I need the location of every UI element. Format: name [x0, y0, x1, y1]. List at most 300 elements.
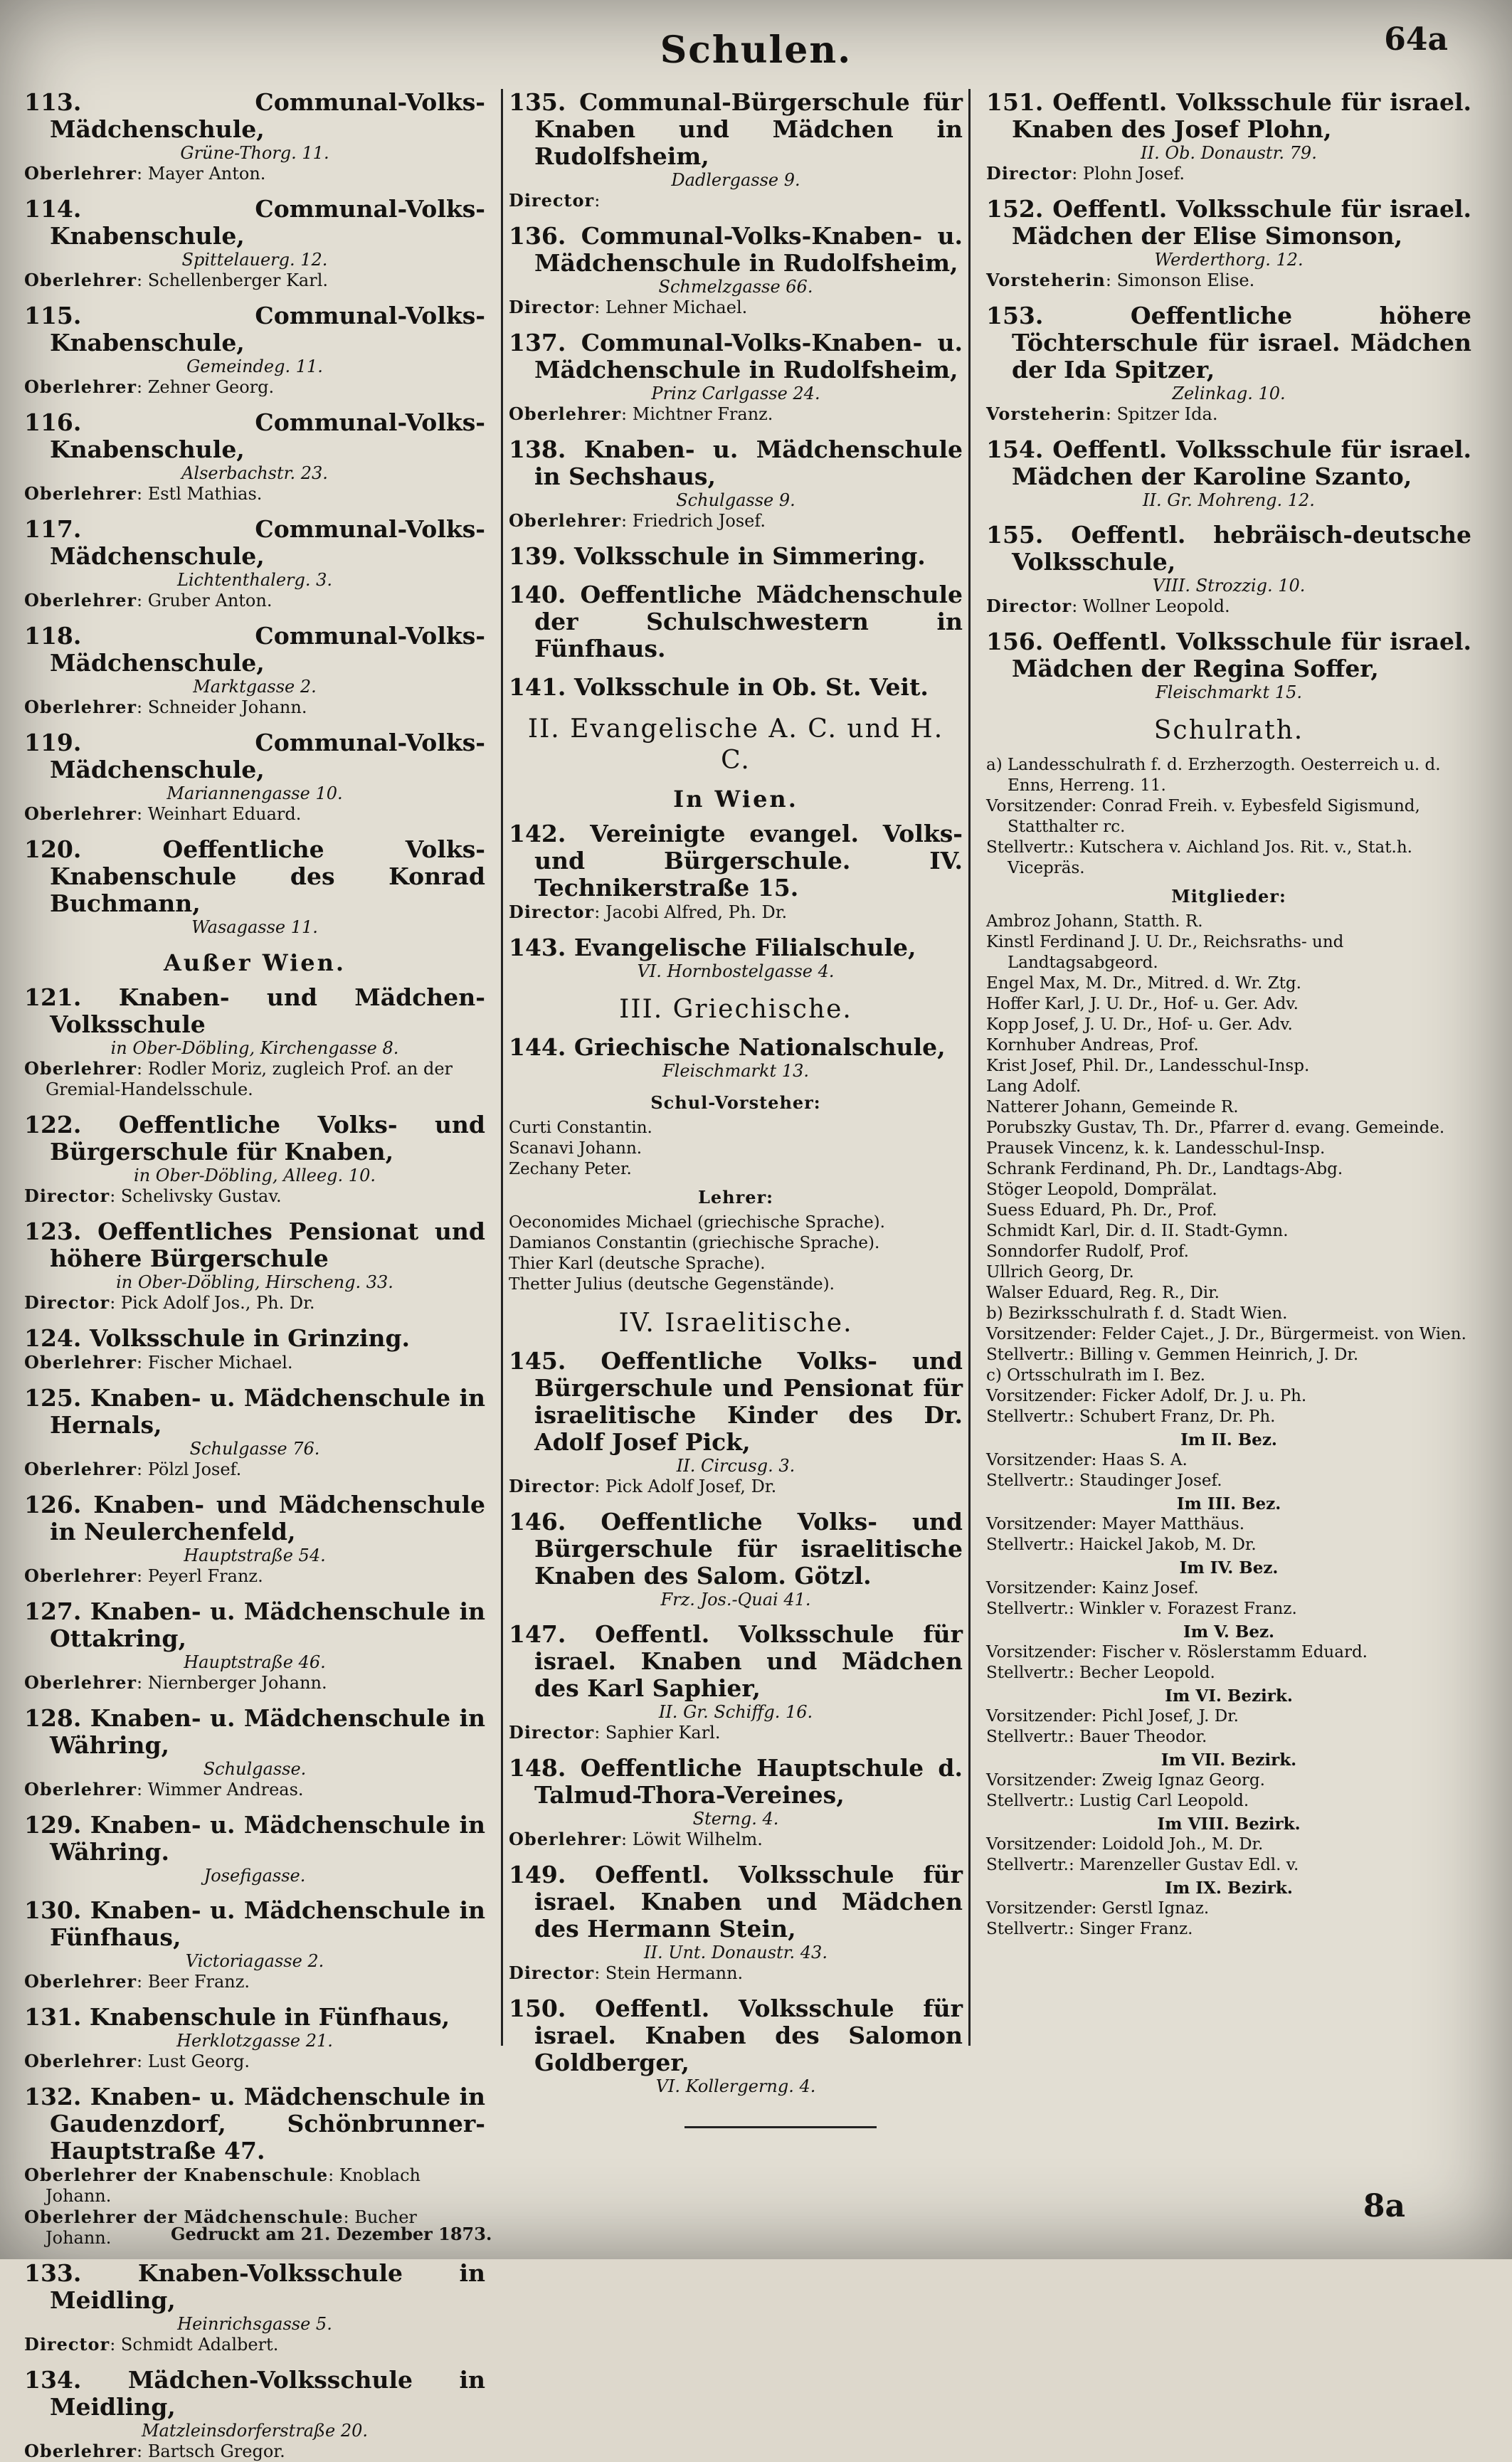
school-address: II. Unt. Donaustr. 43. [644, 1943, 828, 1962]
text-line: Stellvertr.: Kutschera v. Aichland Jos. Rit. v., Stat.h. Vicepräs. [986, 838, 1412, 877]
text-line: b) Bezirksschulrath f. d. Stadt Wien. [986, 1304, 1288, 1323]
school-title: 148. Oeffentliche Hauptschule d. Talmud-Thora-Vereines, [509, 1754, 963, 1809]
text-line: Vorsitzender: Zweig Ignaz Georg. [986, 1771, 1265, 1790]
text-line: Vorsitzender: Kainz Josef. [986, 1579, 1199, 1597]
section-subheading: Außer Wien. [163, 949, 347, 976]
school-entry [509, 329, 963, 425]
school-address: Lichtenthalerg. 3. [176, 570, 333, 590]
text-line: Vorsitzender: Mayer Matthäus. [986, 1515, 1245, 1533]
staff-separator: : [137, 377, 148, 397]
staff-name: Gruber Anton. [147, 591, 273, 611]
staff-separator: : [137, 804, 148, 824]
school-address: Schulgasse. [203, 1759, 307, 1779]
district-heading: Im VIII. Bezirk. [1157, 1814, 1301, 1834]
district-heading: Im VI. Bezirk. [1165, 1686, 1293, 1706]
school-title: 113. Communal-Volks-Mädchenschule, [24, 88, 485, 143]
staff-line [986, 403, 1471, 425]
staff-separator: : [137, 484, 148, 504]
staff-role: Oberlehrer [24, 1459, 137, 1479]
staff-name: Bucher Johann. [46, 2207, 417, 2248]
staff-separator: : [1072, 164, 1083, 184]
staff-name: Schmidt Adalbert. [120, 2335, 279, 2355]
text-line: Prausek Vincenz, k. k. Landesschul-Insp. [986, 1139, 1326, 1158]
school-entry [24, 409, 485, 504]
school-address: Matzleinsdorferstraße 20. [141, 2421, 369, 2441]
staff-line [509, 190, 963, 211]
text-line: Damianos Constantin (griechische Sprache). [509, 1234, 880, 1252]
staff-line [509, 902, 963, 923]
staff-name: Lust Georg. [147, 2051, 250, 2071]
text-line: Lang Adolf. [986, 1077, 1082, 1096]
staff-separator: : [594, 191, 601, 211]
staff-name: Niernberger Johann. [147, 1673, 327, 1693]
staff-name: Stein Hermann. [605, 1963, 744, 1983]
school-title: 126. Knaben- und Mädchenschule in Neulerchenfeld, [24, 1491, 485, 1546]
staff-separator: : [1105, 404, 1117, 424]
text-line: Sonndorfer Rudolf, Prof. [986, 1242, 1189, 1261]
column-middle [501, 88, 971, 2096]
school-address: II. Gr. Mohreng. 12. [1143, 490, 1315, 510]
school-entry [24, 1218, 485, 1314]
staff-name: Mayer Anton. [147, 164, 266, 184]
section-heading: Schulrath. [1153, 716, 1304, 745]
staff-line [24, 376, 485, 398]
school-address: Marktgasse 2. [193, 677, 317, 697]
school-address: in Ober-Döbling, Alleeg. 10. [134, 1166, 376, 1185]
school-entry [24, 89, 485, 184]
staff-role: Oberlehrer [509, 510, 621, 531]
staff-separator: : [110, 1186, 121, 1206]
staff-line [24, 1779, 485, 1800]
staff-role: Oberlehrer [24, 270, 137, 290]
school-entry [986, 196, 1471, 291]
staff-separator: : [343, 2207, 355, 2227]
school-entry [509, 1755, 963, 1850]
staff-role: Director [509, 1722, 595, 1743]
staff-line [24, 2441, 485, 2462]
school-title: 123. Oeffentliches Pensionat und höhere Bürgerschule [24, 1217, 485, 1272]
staff-role: Oberlehrer [24, 1058, 137, 1079]
staff-name: Schneider Johann. [147, 697, 307, 717]
staff-role: Oberlehrer [24, 590, 137, 611]
school-address: Alserbachstr. 23. [181, 463, 328, 483]
staff-name: Spitzer Ida. [1116, 404, 1218, 424]
school-title: 146. Oeffentliche Volks- und Bürgerschule für israelitische Knaben des Salom. Götzl. [509, 1508, 963, 1590]
section-heading: II. Evangelische A. C. und H. C. [527, 714, 944, 775]
staff-line [24, 1565, 485, 1587]
printed-note: Gedruckt am 21. Dezember 1873. [171, 2224, 492, 2244]
school-address: Hauptstraße 54. [184, 1546, 326, 1565]
staff-name: Lehner Michael. [605, 297, 748, 317]
staff-line [24, 697, 485, 718]
school-entry [24, 836, 485, 937]
staff-name: Peyerl Franz. [147, 1566, 263, 1586]
text-line: Natterer Johann, Gemeinde R. [986, 1098, 1239, 1116]
staff-separator: : [137, 697, 148, 717]
staff-role: Oberlehrer [24, 803, 137, 824]
school-title: 129. Knaben- u. Mädchenschule in Währing. [24, 1811, 485, 1866]
staff-role: Oberlehrer [24, 1779, 137, 1800]
school-address: VIII. Strozzig. 10. [1152, 576, 1306, 596]
school-title: 116. Communal-Volks-Knabenschule, [24, 408, 485, 463]
staff-line [24, 1058, 485, 1100]
text-line: Schrank Ferdinand, Ph. Dr., Landtags-Abg. [986, 1160, 1343, 1178]
text-line: Schmidt Karl, Dir. d. II. Stadt-Gymn. [986, 1222, 1289, 1240]
school-address: in Ober-Döbling, Kirchengasse 8. [110, 1038, 399, 1058]
staff-role: Oberlehrer [24, 1672, 137, 1693]
school-title: 149. Oeffentl. Volksschule für israel. Knaben und Mädchen des Hermann Stein, [509, 1861, 963, 1943]
staff-role: Oberlehrer [509, 403, 621, 424]
staff-role: Director [24, 1185, 110, 1206]
staff-role: Oberlehrer [24, 1565, 137, 1586]
staff-line [24, 803, 485, 825]
staff-separator: : [137, 1059, 148, 1079]
school-title: 132. Knaben- u. Mädchenschule in Gaudenzdorf, Schönbrunner-Hauptstraße 47. [24, 2083, 485, 2165]
school-title: 154. Oeffentl. Volksschule für israel. Mädchen der Karoline Szanto, [986, 435, 1471, 490]
district-heading: Im IX. Bezirk. [1165, 1879, 1293, 1898]
school-title: 153. Oeffentliche höhere Töchterschule für israel. Mädchen der Ida Spitzer, [986, 302, 1471, 384]
text-line: Ambroz Johann, Statth. R. [986, 912, 1203, 931]
school-entry [509, 674, 963, 701]
school-entry [509, 1348, 963, 1497]
school-title: 117. Communal-Volks-Mädchenschule, [24, 515, 485, 570]
staff-line [509, 403, 963, 425]
school-title: 144. Griechische Nationalschule, [509, 1033, 946, 1061]
staff-separator: : [137, 591, 148, 611]
staff-line [509, 1829, 963, 1850]
school-address: Gemeindeg. 11. [186, 356, 323, 376]
staff-separator: : [137, 1972, 148, 1992]
text-line: Vorsitzender: Fischer v. Röslerstamm Eduard. [986, 1643, 1368, 1661]
school-title: 152. Oeffentl. Volksschule für israel. Mädchen der Elise Simonson, [986, 195, 1471, 250]
school-title: 136. Communal-Volks-Knaben- u. Mädchenschule in Rudolfsheim, [509, 222, 963, 277]
school-title: 118. Communal-Volks-Mädchenschule, [24, 622, 485, 677]
list-heading: Lehrer: [697, 1187, 773, 1208]
staff-name: Wimmer Andreas. [147, 1780, 304, 1800]
text-line: Kornhuber Andreas, Prof. [986, 1036, 1199, 1055]
text-line: Stellvertr.: Staudinger Josef. [986, 1472, 1222, 1490]
staff-separator: : [621, 1829, 633, 1849]
page-title: Schulen. [660, 28, 852, 72]
school-entry [24, 729, 485, 825]
staff-name: Zehner Georg. [147, 377, 275, 397]
staff-name: Friedrich Josef. [632, 511, 766, 531]
school-entry [509, 820, 963, 923]
text-line: a) Landesschulrath f. d. Erzherzogth. Oesterreich u. d. Enns, Herreng. 11. [986, 756, 1441, 795]
staff-separator: : [110, 1293, 121, 1313]
school-address: Werderthorg. 12. [1154, 250, 1304, 270]
staff-name: Pick Adolf Jos., Ph. Dr. [120, 1293, 315, 1313]
text-line: Curti Constantin. [509, 1119, 652, 1137]
staff-role: Director [509, 1476, 595, 1496]
text-line: Kinstl Ferdinand J. U. Dr., Reichsraths- und Landtagsabgeord. [986, 933, 1344, 972]
school-entry [24, 1812, 485, 1886]
staff-separator: : [621, 404, 633, 424]
staff-role: Oberlehrer der Knabenschule [24, 2165, 329, 2185]
staff-name: Fischer Michael. [147, 1353, 293, 1373]
school-title: 140. Oeffentliche Mädchenschule der Schulschwestern in Fünfhaus. [509, 581, 963, 662]
staff-role: Oberlehrer [24, 697, 137, 717]
staff-separator: : [137, 1780, 148, 1800]
school-entry [24, 1111, 485, 1207]
school-title: 137. Communal-Volks-Knaben- u. Mädchenschule in Rudolfsheim, [509, 329, 963, 384]
staff-name: Pick Adolf Josef, Dr. [605, 1476, 777, 1496]
school-address: Dadlergasse 9. [671, 170, 800, 190]
staff-line [986, 270, 1471, 291]
staff-separator: : [137, 270, 148, 290]
staff-role: Oberlehrer [509, 1829, 621, 1849]
page-number: 64a [1384, 21, 1448, 58]
list-heading: Schul-Vorsteher: [650, 1092, 821, 1113]
school-entry [509, 1861, 963, 1984]
text-line: Stöger Leopold, Domprälat. [986, 1180, 1217, 1199]
school-entry [24, 2004, 485, 2072]
staff-name: Saphier Karl. [605, 1723, 721, 1743]
staff-role: Oberlehrer [24, 163, 137, 184]
text-line: Stellvertr.: Singer Franz. [986, 1920, 1193, 1938]
staff-name: Michtner Franz. [632, 404, 773, 424]
staff-line [509, 1962, 963, 1984]
staff-role: Oberlehrer [24, 2051, 137, 2071]
text-line: Porubszky Gustav, Th. Dr., Pfarrer d. evang. Gemeinde. [986, 1119, 1445, 1137]
school-entry [509, 934, 963, 981]
staff-name: Plohn Josef. [1082, 164, 1185, 184]
school-title: 150. Oeffentl. Volksschule für israel. Knaben des Salomon Goldberger, [509, 1995, 963, 2076]
school-address: Mariannengasse 10. [166, 783, 343, 803]
staff-line [24, 483, 485, 504]
school-title: 122. Oeffentliche Volks- und Bürgerschule für Knaben, [24, 1111, 485, 1166]
school-entry [509, 1995, 963, 2096]
school-title: 133. Knaben-Volksschule in Meidling, [24, 2259, 485, 2314]
staff-role: Director [509, 297, 595, 317]
staff-role: Oberlehrer der Mädchenschule [24, 2207, 344, 2227]
school-address: Heinrichsgasse 5. [177, 2314, 332, 2334]
school-title: 128. Knaben- u. Mädchenschule in Währing, [24, 1704, 485, 1759]
staff-separator: : [328, 2165, 339, 2185]
school-address: VI. Hornbostelgasse 4. [637, 961, 835, 981]
staff-line [24, 2051, 485, 2072]
staff-role: Director [509, 902, 595, 922]
school-entry [24, 2260, 485, 2355]
staff-line [24, 1459, 485, 1480]
school-entry [509, 89, 963, 211]
staff-line [986, 596, 1471, 617]
school-title: 139. Volksschule in Simmering. [509, 542, 926, 570]
staff-separator: : [594, 902, 606, 922]
school-address: II. Circusg. 3. [676, 1456, 795, 1476]
school-entry [24, 302, 485, 398]
school-title: 151. Oeffentl. Volksschule für israel. Knaben des Josef Plohn, [986, 88, 1471, 143]
school-entry [509, 1621, 963, 1743]
district-heading: Im VII. Bezirk. [1161, 1750, 1297, 1770]
school-address: Spittelauerg. 12. [181, 250, 328, 270]
text-line: Stellvertr.: Marenzeller Gustav Edl. v. [986, 1856, 1299, 1874]
staff-role: Oberlehrer [24, 1352, 137, 1373]
text-line: c) Ortsschulrath im I. Bez. [986, 1366, 1205, 1385]
staff-name: Simonson Elise. [1116, 270, 1255, 290]
staff-line [24, 1971, 485, 1992]
text-line: Stellvertr.: Becher Leopold. [986, 1664, 1215, 1682]
school-entry [24, 1897, 485, 1992]
school-address: Hauptstraße 46. [184, 1652, 326, 1672]
list-heading: Mitglieder: [1171, 886, 1286, 907]
school-entry [24, 623, 485, 718]
staff-role: Oberlehrer [24, 2441, 137, 2461]
text-line: Ullrich Georg, Dr. [986, 1263, 1134, 1282]
school-entry [509, 1509, 963, 1610]
text-line: Stellvertr.: Lustig Carl Leopold. [986, 1792, 1249, 1810]
school-entry [986, 302, 1471, 425]
school-address: VI. Kollergerng. 4. [655, 2076, 816, 2096]
text-line: Oeconomides Michael (griechische Sprache). [509, 1213, 885, 1232]
text-line: Thetter Julius (deutsche Gegenstände). [509, 1275, 835, 1294]
staff-name: Beer Franz. [147, 1972, 250, 1992]
text-line: Stellvertr.: Bauer Theodor. [986, 1728, 1207, 1746]
school-address: Schulgasse 9. [676, 490, 795, 510]
text-line: Stellvertr.: Billing v. Gemmen Heinrich, J. Dr. [986, 1346, 1359, 1364]
text-line: Thier Karl (deutsche Sprache). [509, 1254, 766, 1273]
district-heading: Im III. Bez. [1176, 1494, 1281, 1513]
text-line: Hoffer Karl, J. U. Dr., Hof- u. Ger. Adv. [986, 995, 1299, 1013]
text-line: Vorsitzender: Conrad Freih. v. Eybesfeld Sigismund, Statthalter rc. [986, 797, 1420, 836]
school-address: Fleischmarkt 15. [1156, 682, 1302, 702]
staff-separator: : [137, 2441, 148, 2461]
school-title: 145. Oeffentliche Volks- und Bürgerschule und Pensionat für israelitische Kinder des Dr. Adolf Josef Pick, [509, 1347, 963, 1456]
staff-role: Director [24, 2334, 110, 2355]
staff-line [509, 1476, 963, 1497]
school-title: 114. Communal-Volks-Knabenschule, [24, 195, 485, 250]
staff-line [24, 2165, 485, 2207]
staff-separator: : [1105, 270, 1117, 290]
school-address: Fleischmarkt 13. [662, 1061, 809, 1081]
school-address: Herklotzgasse 21. [176, 2031, 333, 2051]
staff-separator: : [137, 1673, 148, 1693]
school-address: Victoriagasse 2. [185, 1951, 324, 1971]
text-line: Vorsitzender: Haas S. A. [986, 1451, 1188, 1469]
school-entry [24, 516, 485, 611]
staff-role: Vorsteherin [986, 403, 1106, 424]
school-entry [509, 1034, 963, 1081]
text-line: Vorsitzender: Gerstl Ignaz. [986, 1899, 1210, 1918]
school-address: II. Gr. Schiffg. 16. [658, 1702, 813, 1722]
signature-mark: 8a [1363, 2188, 1405, 2224]
school-title: 156. Oeffentl. Volksschule für israel. Mädchen der Regina Soffer, [986, 628, 1471, 682]
text-line: Vorsitzender: Ficker Adolf, Dr. J. u. Ph. [986, 1387, 1307, 1405]
staff-name: Pölzl Josef. [147, 1459, 242, 1479]
staff-line [509, 297, 963, 318]
school-entry [986, 522, 1471, 617]
staff-name: Löwit Wilhelm. [632, 1829, 763, 1849]
school-title: 142. Vereinigte evangel. Volks- und Bürgerschule. IV. Technikerstraße 15. [509, 820, 963, 902]
school-entry [509, 581, 963, 662]
text-line: Stellvertr.: Schubert Franz, Dr. Ph. [986, 1407, 1276, 1426]
school-title: 120. Oeffentliche Volks-Knabenschule des Konrad Buchmann, [24, 835, 485, 917]
staff-separator: : [594, 1723, 606, 1743]
staff-role: Vorsteherin [986, 270, 1106, 290]
district-heading: Im II. Bez. [1180, 1430, 1277, 1449]
school-address: Schulgasse 76. [189, 1439, 320, 1459]
staff-separator: : [137, 1353, 148, 1373]
school-entry [24, 1705, 485, 1800]
column-right [980, 89, 1471, 2046]
staff-role: Oberlehrer [24, 1971, 137, 1992]
school-title: 130. Knaben- u. Mädchenschule in Fünfhaus, [24, 1896, 485, 1951]
school-title: 115. Communal-Volks-Knabenschule, [24, 302, 485, 356]
staff-role: Director [24, 1292, 110, 1313]
school-title: 124. Volksschule in Grinzing. [24, 1324, 411, 1352]
school-title: 131. Knabenschule in Fünfhaus, [24, 2003, 450, 2031]
staff-line [24, 1292, 485, 1314]
school-address: Grüne-Thorg. 11. [180, 143, 329, 163]
staff-line [24, 2334, 485, 2355]
school-title: 121. Knaben- und Mädchen-Volksschule [24, 983, 485, 1038]
school-address: Frz. Jos.-Quai 41. [660, 1590, 811, 1610]
school-entry [986, 436, 1471, 510]
school-address: Zelinkag. 10. [1172, 384, 1286, 403]
school-address: II. Ob. Donaustr. 79. [1141, 143, 1317, 163]
section-heading: IV. Israelitische. [618, 1309, 853, 1338]
staff-name: Jacobi Alfred, Ph. Dr. [605, 902, 788, 922]
text-line: Suess Eduard, Ph. Dr., Prof. [986, 1201, 1217, 1220]
staff-line [24, 590, 485, 611]
text-line: Krist Josef, Phil. Dr., Landesschul-Insp. [986, 1057, 1310, 1075]
staff-name: Schellenberger Karl. [147, 270, 328, 290]
staff-name: Bartsch Gregor. [147, 2441, 285, 2461]
text-line: Vorsitzender: Loidold Joh., M. Dr. [986, 1835, 1264, 1854]
text-line: Stellvertr.: Haickel Jakob, M. Dr. [986, 1536, 1257, 1554]
school-entry [24, 1491, 485, 1587]
text-line: Zechany Peter. [509, 1160, 632, 1178]
staff-separator: : [1072, 596, 1083, 616]
staff-role: Oberlehrer [24, 376, 137, 397]
school-title: 155. Oeffentl. hebräisch-deutsche Volksschule, [986, 521, 1471, 576]
staff-line [24, 1185, 485, 1207]
school-entry [986, 89, 1471, 184]
staff-name: Weinhart Eduard. [147, 804, 302, 824]
staff-separator: : [621, 511, 633, 531]
text-line: Stellvertr.: Winkler v. Forazest Franz. [986, 1600, 1297, 1618]
text-line: Kopp Josef, J. U. Dr., Hof- u. Ger. Adv. [986, 1015, 1293, 1034]
school-title: 135. Communal-Bürgerschule für Knaben und Mädchen in Rudolfsheim, [509, 88, 963, 170]
staff-role: Oberlehrer [24, 483, 137, 504]
school-entry [509, 436, 963, 532]
staff-name: Estl Mathias. [147, 484, 263, 504]
staff-separator: : [594, 1963, 606, 1983]
school-address: Sterng. 4. [692, 1809, 779, 1829]
school-entry [986, 628, 1471, 702]
staff-line [24, 1352, 485, 1373]
staff-role: Director [986, 596, 1072, 616]
district-heading: Im V. Bez. [1183, 1622, 1275, 1642]
text-line: Engel Max, M. Dr., Mitred. d. Wr. Ztg. [986, 974, 1301, 993]
school-entry [24, 1598, 485, 1694]
staff-line [509, 510, 963, 532]
staff-separator: : [594, 297, 606, 317]
school-entry [509, 543, 963, 570]
staff-separator: : [137, 164, 148, 184]
staff-name: Rodler Moriz, zugleich Prof. an der Gremial-Handelsschule. [46, 1059, 453, 1099]
section-heading: III. Griechische. [619, 995, 852, 1024]
staff-line [24, 163, 485, 184]
school-title: 138. Knaben- u. Mädchenschule in Sechshaus, [509, 435, 963, 490]
school-address: Prinz Carlgasse 24. [651, 384, 820, 403]
school-entry [24, 196, 485, 291]
staff-name: Knoblach Johann. [46, 2165, 421, 2206]
district-heading: Im IV. Bez. [1179, 1558, 1279, 1578]
staff-separator: : [137, 1566, 148, 1586]
school-entry [509, 223, 963, 318]
school-title: 147. Oeffentl. Volksschule für israel. Knaben und Mädchen des Karl Saphier, [509, 1620, 963, 1702]
